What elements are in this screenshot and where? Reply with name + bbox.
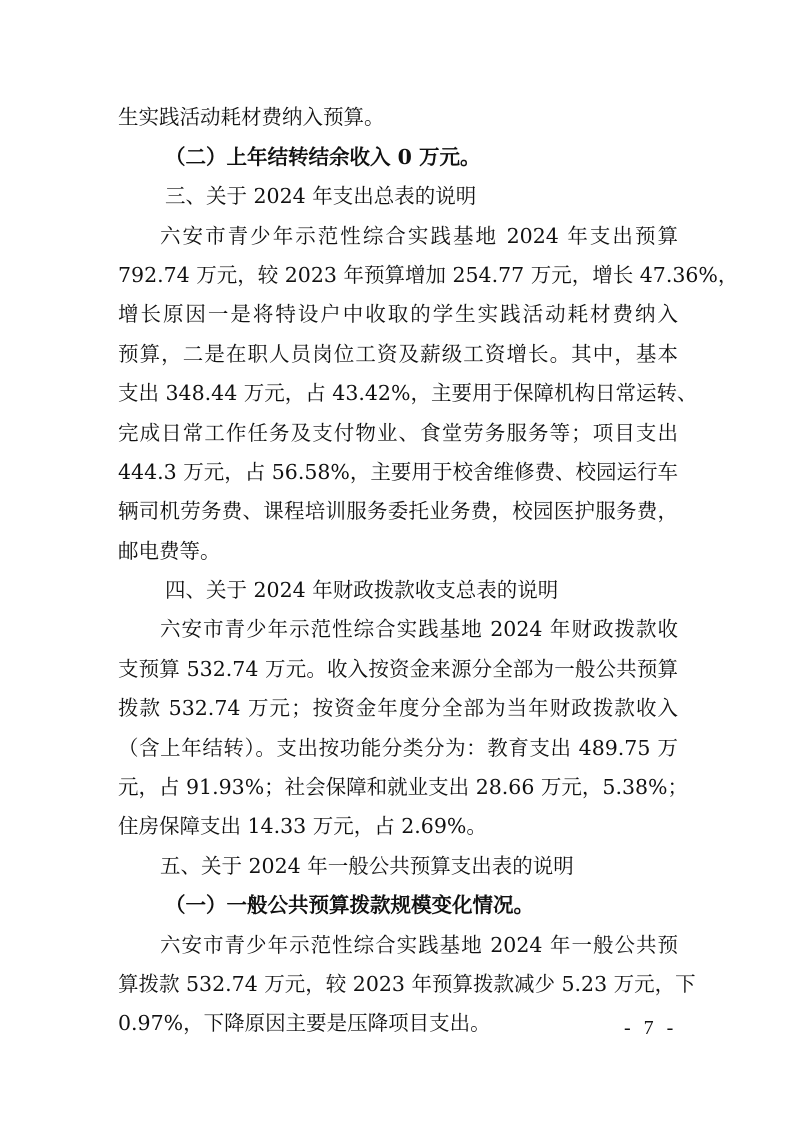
- subsection-heading: （一）一般公共预算拨款规模变化情况。: [165, 893, 534, 917]
- body-text-line: 拨款 532.74 万元；按资金年度分全部为当年财政拨款收入: [118, 696, 678, 720]
- body-text-line: 支出 348.44 万元，占 43.42%，主要用于保障机构日常运转、: [118, 381, 698, 405]
- body-text-line: 六安市青少年示范性综合实践基地 2024 年财政拨款收: [160, 617, 678, 641]
- body-text-line: 444.3 万元，占 56.58%，主要用于校舍维修费、校园运行车: [118, 460, 678, 484]
- body-text-line: 预算，二是在职人员岗位工资及薪级工资增长。其中，基本: [118, 342, 678, 366]
- page-number: - 7 -: [624, 1017, 678, 1039]
- body-text-line: 邮电费等。: [118, 539, 221, 563]
- body-text-line: 支预算 532.74 万元。收入按资金来源分全部为一般公共预算: [118, 657, 678, 681]
- body-text-line: 生实践活动耗材费纳入预算。: [118, 105, 385, 129]
- body-text-line: 辆司机劳务费、课程培训服务委托业务费，校园医护服务费，: [118, 499, 678, 523]
- subsection-heading: （二）上年结转结余收入 0 万元。: [165, 145, 481, 169]
- body-text-line: （含上年结转）。支出按功能分类分为：教育支出 489.75 万: [118, 736, 678, 760]
- body-text-line: 元，占 91.93%；社会保障和就业支出 28.66 万元，5.38%；: [118, 775, 689, 799]
- body-text-line: 住房保障支出 14.33 万元，占 2.69%。: [118, 814, 487, 838]
- body-text-line: 792.74 万元，较 2023 年预算增加 254.77 万元，增长 47.36%，: [118, 263, 739, 287]
- section-heading: 三、关于 2024 年支出总表的说明: [165, 184, 477, 208]
- body-text-line: 增长原因一是将特设户中收取的学生实践活动耗材费纳入: [118, 302, 678, 326]
- section-heading: 五、关于 2024 年一般公共预算支出表的说明: [160, 854, 574, 878]
- body-text-line: 六安市青少年示范性综合实践基地 2024 年支出预算: [160, 224, 678, 248]
- body-text-line: 完成日常工作任务及支付物业、食堂劳务服务等；项目支出: [118, 421, 678, 445]
- body-text-line: 六安市青少年示范性综合实践基地 2024 年一般公共预: [160, 933, 678, 957]
- section-heading: 四、关于 2024 年财政拨款收支总表的说明: [165, 578, 559, 602]
- body-text-line: 0.97%，下降原因主要是压降项目支出。: [118, 1011, 491, 1035]
- body-text-line: 算拨款 532.74 万元，较 2023 年预算拨款减少 5.23 万元，下: [118, 972, 696, 996]
